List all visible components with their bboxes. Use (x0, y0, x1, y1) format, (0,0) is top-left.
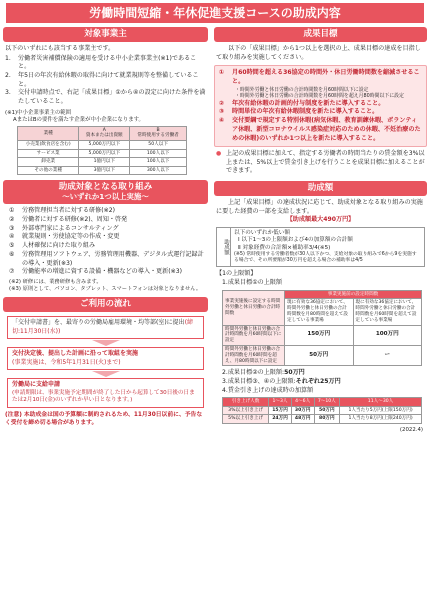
list-item: ⑦ 労働能率の増進に資する設備・機器などの導入・更新(※3) (9, 268, 182, 276)
list-item: ⑥ 労務管理用ソフトウェア、労務管理用機器、デジタル式運行記録計の導入・更新(※3) (9, 250, 204, 267)
sec2: 2.成果目標②の上限額:50万円 (222, 369, 305, 377)
table-row: 時間外労働と休日労働の合計時間数を月60時間を超え、月80時間以下に設定 50万円 ー (223, 346, 422, 366)
page-title: 労働時間短縮・年休促進支援コースの助成内容 (6, 3, 424, 23)
flow-step-2: 交付決定後、提出した計画に沿って取組を実施 (事業実施は、令和5年1月31日(火)まで) (7, 347, 204, 370)
table-row: その他の業種 3億円以下 300人以下 (18, 166, 187, 175)
flow-arrow-icon (92, 371, 120, 377)
table-row: サービス業 5,000万円以下 100人以下 (18, 149, 187, 158)
table-header: 1〜3人 (269, 398, 292, 407)
table-row: 卸売業 1億円以下 100人以下 (18, 158, 187, 167)
eligible-item: 3. 交付申請時点で、右記「成果目標」①から④の設定に向けた条件を満たしていること。 (5, 89, 206, 106)
table-header: 4〜6人 (291, 398, 314, 407)
amount-max: 【助成額最大490万円】 (286, 216, 355, 224)
amount-intro: 上記「成果目標」の達成状況に応じて、助成対象となる取り組みの実施に要した経費の一部を支給します。 (216, 199, 423, 215)
eligible-header: 対象事業主 (3, 27, 208, 42)
table-header: 引き上げ人数 (223, 398, 269, 407)
note1-sub: AまたはBの要件を満たす企業が中小企業になります。 (13, 116, 144, 123)
notice: (注意) 本助成金は国の予算額に制約されるため、11月30日以前に、予告なく受付を締め切る場合があります。 (5, 411, 203, 426)
measures-list (3, 204, 208, 277)
table-row: 小売業(飲食店を含む) 5,000万円以下 50人以下 (18, 141, 187, 150)
flow-arrow-icon (92, 340, 120, 346)
table-header: B 常時使用する労働者 (130, 126, 187, 140)
eligible-list (3, 55, 208, 107)
subsidy-box (216, 227, 425, 268)
target-sub: ・時間外労働と休日労働の合計時間数を月60時間を超え月80時間以下に設定 (235, 93, 404, 100)
sme-table (17, 126, 187, 176)
note3: (※3) 原則として、パソコン、タブレット、スマートフォンは対象となりません。 (9, 286, 202, 292)
measures-header: 助成対象となる取り組み 〜いずれか1つ以上実施〜 (3, 180, 208, 204)
amount-header: 助成額 (214, 181, 427, 196)
table-row: 3%以上引き上げ 15万円 30万円 50万円 1人当たり5万円(上限150万円) (223, 406, 422, 415)
eligible-intro: 以下のいずれにも該当する事業主です。 (5, 45, 115, 52)
add-note: ● 上記の成果目標に加えて、指定する労働者の時間当たりの賃金額を3%以上または、5%以上で賃金引き上げを行うことを成果目標に加えることができます。 (216, 150, 425, 175)
subsidy-side-label: 助成額 (216, 227, 230, 268)
sec-label: 【1の上限額】 (216, 270, 257, 278)
list-item: ⑤ 人材確保に向けた取り組み (9, 242, 96, 250)
list-item: ① 月60時間を超える36協定の時間外・休日労働時間数を縮減させること。 (219, 69, 420, 85)
subsidy-content: 以下のいずれか低い額 Ⅰ 以下1〜3の上限額および4の加算額の合計額 Ⅱ 対象経費の合計額×補助率3/4(※5) (※5) 常時使用する労働者数が30人以下かつ、支給対象の取り組みで6から9を実施する場合で、その所要額が30万円を超える場合の補助率は4/5 (230, 227, 425, 268)
note1-title: (※1)中小企業事業主の範囲 (5, 109, 72, 116)
target-box (214, 65, 427, 147)
sec1-title: 1.成果目標①の上限額 (222, 279, 283, 287)
table-row: 時間外労働と休日労働の合計時間数を月60時間以下に設定 150万円 100万円 (223, 325, 422, 345)
table-header: 事業実施前の設定時間数 (285, 290, 422, 299)
table-header: 11人〜30人 (340, 398, 422, 407)
list-item: ④ 就業規則・労使協定等の作成・変更 (9, 233, 120, 241)
table-header: 7〜10人 (314, 398, 340, 407)
sec4: 4.賃金引き上げの達成時の加算額 (222, 386, 314, 394)
target-header: 成果目標 (214, 27, 427, 42)
note2: (※2) 研修には、業務研修も含みます。 (9, 279, 102, 285)
date-stamp: (2022.4) (399, 427, 423, 433)
list-item: ① 労務管理担当者に対する研修(※2) (9, 207, 115, 215)
table-header: 現に有効な36協定において、時間外労働と休日労働の合計時間数を月80時間を超えて設定している事業場 (285, 299, 354, 325)
list-item: ④ 交付要綱で規定する特別休暇(病気休暇、教育訓練休暇、ボランティア休暇、新型コロナウイルス感染症対応のための休暇、不妊治療のための休暇)のいずれか1つ以上を新たに導入すること。 (219, 117, 421, 142)
raise-table (222, 397, 422, 424)
flow-header: ご利用の流れ (3, 297, 208, 312)
bullet-icon: ● (216, 150, 222, 158)
flow-step-3: 労働局に支給申請 (申請期限は、事業実施予定期間が終了した日から起算して30日後の日または2月10日(金)のいずれか早い日となります。) (7, 378, 204, 408)
list-item: ③ 時間単位の年次有給休暇制度を新たに導入すること。 (219, 108, 379, 116)
left-column (3, 27, 208, 427)
table-header: A 資本または出資額 (79, 126, 130, 140)
sec3: 3.成果目標③、④の上限額:それぞれ25万円 (222, 378, 341, 386)
right-column (214, 27, 427, 433)
list-item: ② 年次有給休暇の計画的付与制度を新たに導入すること。 (219, 99, 385, 107)
table-header: 事業実施後に設定する時間外労働と休日労働の合計時間数 (223, 290, 285, 325)
upper-limit-table (222, 290, 422, 367)
eligible-item: 2. 年5日の年次有給休暇の取得に向けて就業規則等を整備していること。 (5, 72, 199, 88)
list-item: ③ 外部専門家によるコンサルティング (9, 224, 119, 232)
eligible-item: 1. 労働者災害補償保険の適用を受ける中小企業事業主(※1)であること。 (5, 54, 197, 71)
list-item: ② 労働者に対する研修(※2)、周知・啓発 (9, 216, 128, 224)
target-sub: ・時間外労働と休日労働の合計時間数を月60時間以下に設定 (235, 86, 369, 93)
table-header: 現に有効な36協定において、時間外労働と休日労働の合計時間数を月60時間を超えて設定している事業場 (353, 299, 422, 325)
table-header: 業種 (18, 126, 79, 140)
table-row: 5%以上引き上げ 24万円 48万円 80万円 1人当たり8万円(上限240万円) (223, 415, 422, 424)
target-intro: 以下の「成果目標」から1つ以上を選択の上、成果目標の達成を目指して取り組みを実施してください。 (216, 45, 421, 61)
flow-step-1: 「交付申請書」を、最寄りの労働局雇用環境・均等部(室)に提出(締切:11月30日(水)) (7, 316, 204, 339)
